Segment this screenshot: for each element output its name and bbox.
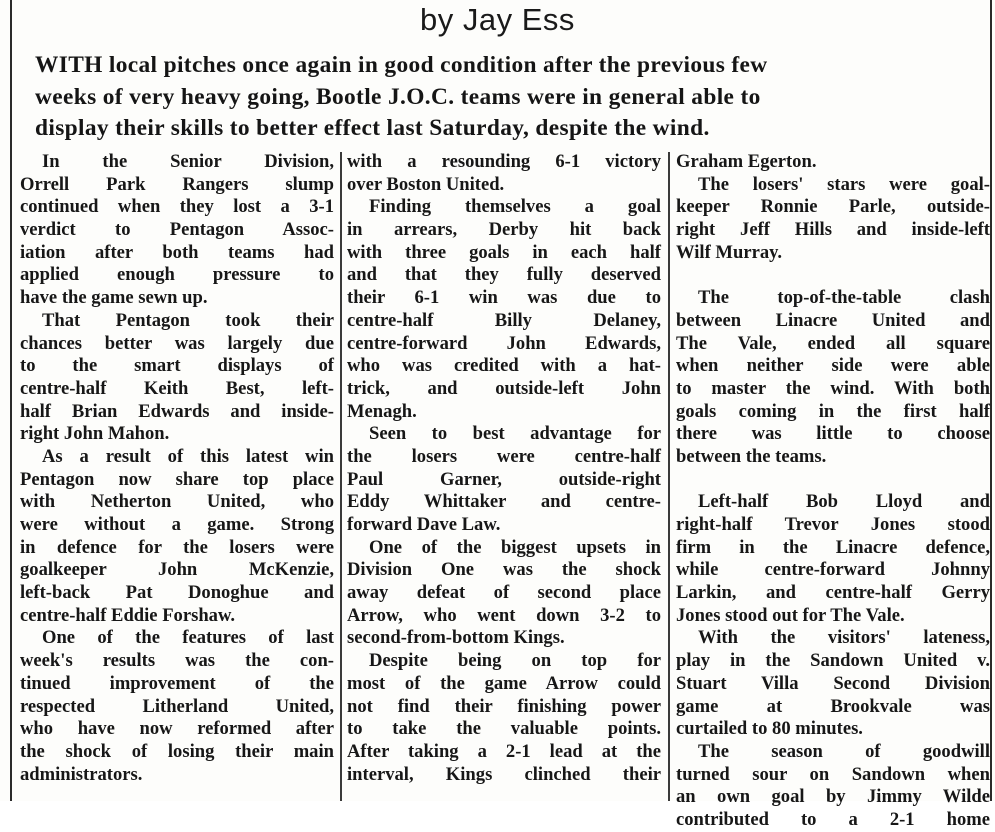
column-text-line: verdict to Pentagon Assoc- bbox=[20, 219, 334, 241]
column-text-line: left-back Pat Donoghue and bbox=[20, 582, 334, 604]
column-text-line: The season of goodwill bbox=[698, 740, 990, 762]
column-text-line: The losers' stars were goal- bbox=[698, 173, 990, 195]
column-text-line: right John Mahon. bbox=[20, 423, 170, 445]
column-text-line: were without a game. Strong bbox=[20, 514, 334, 535]
column-text-line: respected Litherland United, bbox=[20, 695, 334, 717]
column-text-line: between the teams. bbox=[676, 445, 827, 467]
column-text-line: centre-forward John Edwards, bbox=[347, 332, 661, 354]
column-text-line: curtailed to 80 minutes. bbox=[676, 718, 863, 740]
column-text-line: centre-half Keith Best, left- bbox=[20, 377, 334, 399]
column-text-line: over Boston United. bbox=[347, 173, 505, 195]
column-text-line: game at Brookvale was bbox=[676, 695, 990, 717]
column-text-line: have the game sewn up. bbox=[20, 287, 208, 309]
column-text-line: when neither side were able bbox=[676, 355, 990, 377]
column-text-line: Menagh. bbox=[347, 400, 417, 422]
column-text-line: contributed to a 2-1 home bbox=[676, 808, 990, 830]
column-text-line: to the smart displays of bbox=[20, 355, 334, 377]
column-text-line: with Netherton United, who bbox=[20, 491, 334, 513]
column-text-line: Eddy Whittaker and centre- bbox=[347, 491, 661, 513]
column-text-line: Arrow, who went down 3-2 to bbox=[347, 604, 661, 626]
column-text-line: who have now reformed after bbox=[20, 718, 334, 740]
column-text-line: continued when they lost a 3-1 bbox=[20, 196, 334, 218]
column-text-line: centre-half Billy Delaney, bbox=[347, 309, 661, 331]
column-text-line: Paul Garner, outside-right bbox=[347, 468, 661, 490]
column-text-line: One of the biggest upsets in bbox=[369, 536, 661, 558]
column-text-line: goalkeeper John McKenzie, bbox=[20, 559, 334, 581]
column-text-line: away defeat of second place bbox=[347, 582, 661, 604]
column-text-line: between Linacre United and bbox=[676, 309, 990, 331]
column-text-line: to take the valuable points. bbox=[347, 718, 661, 740]
byline: by Jay Ess bbox=[420, 2, 575, 37]
column-text-line: goals coming in the first half bbox=[676, 400, 990, 422]
column-text-line: The Vale, ended all square bbox=[676, 332, 990, 354]
column-text-line: with a resounding 6-1 victory bbox=[347, 151, 661, 172]
column-text-line: turned sour on Sandown when bbox=[676, 763, 990, 785]
text-column-2 bbox=[347, 151, 661, 786]
text-column-1 bbox=[20, 151, 334, 786]
text-column-3 bbox=[676, 151, 990, 832]
column-text-line: forward Dave Law. bbox=[347, 514, 501, 535]
left-page-edge-rule bbox=[10, 0, 12, 801]
column-text-line: Wilf Murray. bbox=[676, 241, 783, 263]
intro-paragraph bbox=[35, 50, 970, 145]
right-page-edge-rule bbox=[990, 0, 992, 801]
column-text-line: iation after both teams had bbox=[20, 241, 334, 263]
column-text-line: most of the game Arrow could bbox=[347, 672, 661, 694]
column-text-line: Seen to best advantage for bbox=[369, 423, 661, 445]
column-text-line: In the Senior Division, bbox=[42, 151, 334, 172]
column-text-line: second-from-bottom Kings. bbox=[347, 627, 565, 649]
column-text-line: With the visitors' lateness, bbox=[698, 627, 990, 649]
column-text-line: After taking a 2-1 lead at the bbox=[347, 740, 661, 762]
column-text-line: to master the wind. With both bbox=[676, 377, 990, 399]
column-text-line: their 6-1 win was due to bbox=[347, 287, 661, 309]
column-text-line bbox=[676, 469, 990, 492]
column-text-line: chances better was largely due bbox=[20, 332, 334, 354]
column-text-line: not find their finishing power bbox=[347, 695, 661, 717]
column-text-line: the shock of losing their main bbox=[20, 740, 334, 762]
column-text-line: in defence for the losers were bbox=[20, 536, 334, 558]
column-text-line: Pentagon now share top place bbox=[20, 468, 334, 490]
column-text-line: That Pentagon took their bbox=[42, 309, 334, 331]
column-text-line: interval, Kings clinched their bbox=[347, 763, 661, 785]
column-text-line: centre-half Eddie Forshaw. bbox=[20, 604, 236, 626]
intro-line: weeks of very heavy going, Bootle J.O.C. teams were in general able to bbox=[35, 83, 761, 110]
column-text-line: half Brian Edwards and inside- bbox=[20, 400, 334, 422]
column-text-line: firm in the Linacre defence, bbox=[676, 536, 990, 558]
column-text-line: Larkin, and centre-half Gerry bbox=[676, 582, 990, 604]
column-text-line: week's results was the con- bbox=[20, 650, 334, 672]
column-text-line: Orrell Park Rangers slump bbox=[20, 173, 334, 195]
column-text-line: play in the Sandown United v. bbox=[676, 650, 990, 672]
column-text-line: with three goals in each half bbox=[347, 241, 661, 263]
column-text-line: Graham Egerton. bbox=[676, 151, 817, 172]
column-text-line: the losers were centre-half bbox=[347, 445, 661, 467]
column-text-line: trick, and outside-left John bbox=[347, 377, 661, 399]
column-text-line: The top-of-the-table clash bbox=[698, 287, 990, 309]
column-text-line: right-half Trevor Jones stood bbox=[676, 514, 990, 535]
column-text-line: Finding themselves a goal bbox=[369, 196, 661, 218]
intro-line: display their skills to better effect last Saturday, despite the wind. bbox=[35, 115, 710, 141]
column-text-line: right Jeff Hills and inside-left bbox=[676, 219, 990, 241]
column-text-line: Division One was the shock bbox=[347, 559, 661, 581]
column-divider bbox=[668, 152, 670, 801]
column-text-line: As a result of this latest win bbox=[42, 445, 334, 467]
intro-line: WITH local pitches once again in good condition after the previous few bbox=[35, 52, 768, 78]
column-text-line: Jones stood out for The Vale. bbox=[676, 604, 905, 626]
column-text-line: and that they fully deserved bbox=[347, 264, 661, 286]
column-text-line: in arrears, Derby hit back bbox=[347, 219, 661, 241]
column-text-line: who was credited with a hat- bbox=[347, 355, 661, 377]
column-text-line: an own goal by Jimmy Wilde bbox=[676, 786, 990, 808]
column-text-line: there was little to choose bbox=[676, 423, 990, 445]
column-text-line: Stuart Villa Second Division bbox=[676, 672, 990, 694]
column-text-line: while centre-forward Johnny bbox=[676, 559, 990, 581]
column-text-line: keeper Ronnie Parle, outside- bbox=[676, 196, 990, 218]
column-text-line: Despite being on top for bbox=[369, 650, 661, 672]
column-text-line: One of the features of last bbox=[42, 627, 334, 649]
column-text-line: applied enough pressure to bbox=[20, 264, 334, 286]
column-text-line: administrators. bbox=[20, 763, 143, 785]
column-text-line: Left-half Bob Lloyd and bbox=[698, 491, 990, 513]
column-text-line: tinued improvement of the bbox=[20, 672, 334, 694]
column-divider bbox=[340, 152, 342, 801]
column-text-line bbox=[676, 264, 990, 287]
